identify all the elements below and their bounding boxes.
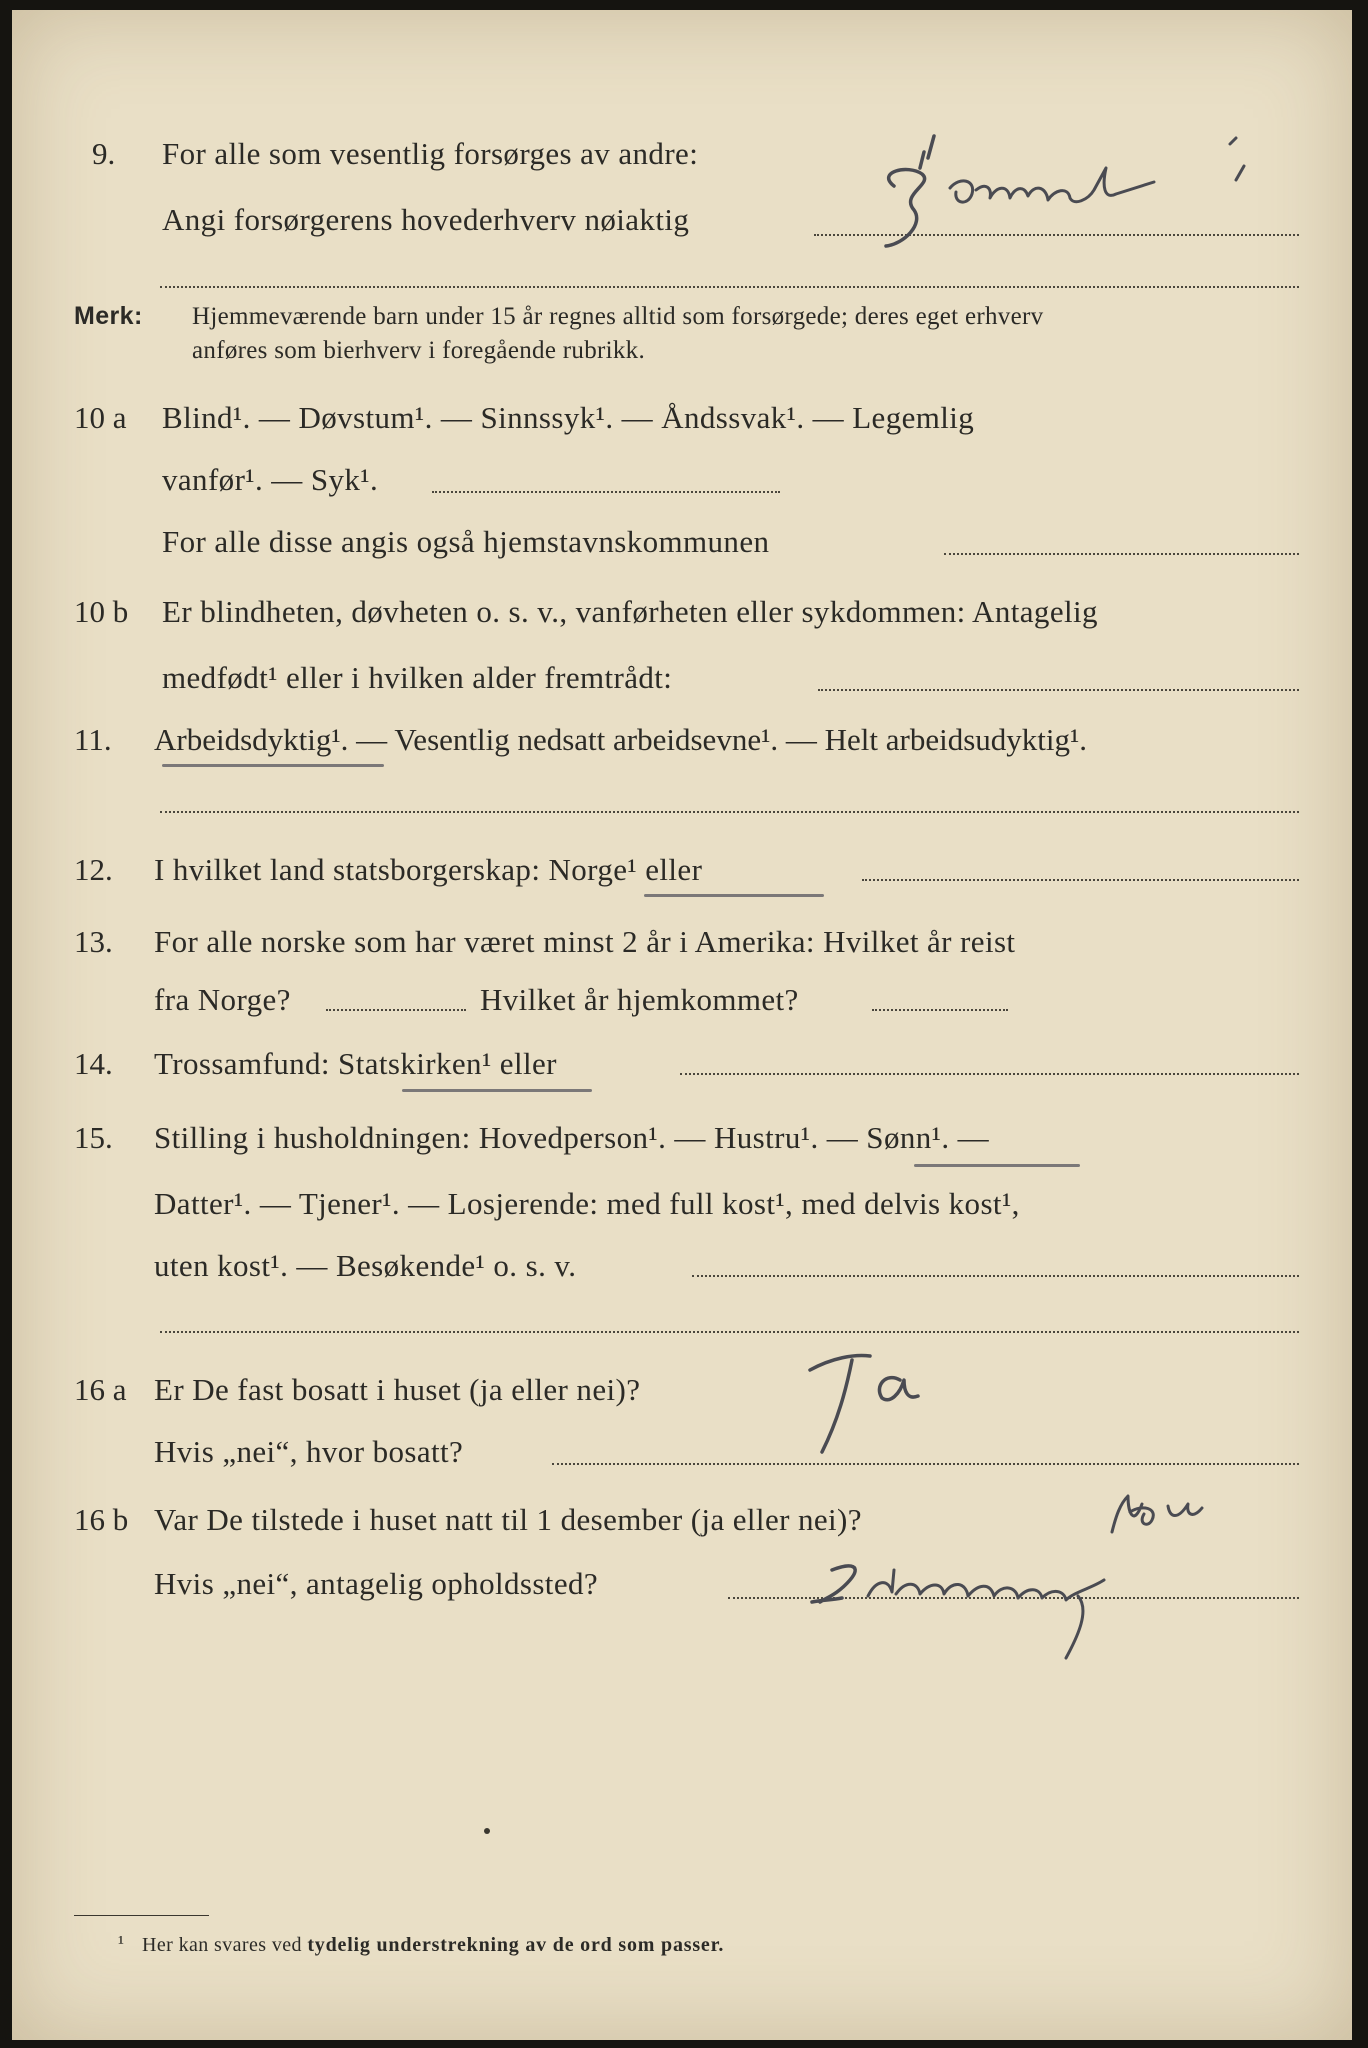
q11-line1: Arbeidsdyktig¹. — Vesentlig nedsatt arbeidsevne¹. — Helt arbeidsudyktig¹. [154,722,1088,757]
footnote-marker: ¹ [118,1932,125,1954]
q16a-handwritten-answer [792,1340,962,1460]
q11-extra-line[interactable] [160,811,1299,813]
q16b-line2: Hvis „nei“, antagelig opholdssted? [154,1566,599,1601]
q16a-line2: Hvis „nei“, hvor bosatt? [154,1434,464,1469]
q14-line1: Trossamfund: Statskirken¹ eller [154,1046,557,1081]
q15-extra-line[interactable] [160,1331,1299,1333]
q13-line2b: Hvilket år hjemkommet? [480,982,799,1017]
footnote-text [142,1934,724,1957]
q14-number: 14. [74,1046,113,1081]
q15-answer-line[interactable] [692,1275,1299,1277]
q12-line1: I hvilket land statsborgerskap: Norge¹ eller [154,852,703,887]
q14-answer-line[interactable] [680,1073,1299,1075]
q10a-kommune-line[interactable] [944,553,1299,555]
q16b-line1: Var De tilstede i huset natt til 1 desember (ja eller nei)? [154,1502,862,1537]
q13-line1: For alle norske som har været minst 2 år i Amerika: Hvilket år reist [154,924,1016,959]
q13-number: 13. [74,924,113,959]
q9-number: 9. [92,136,116,171]
q16b-handwritten-answer-2 [792,1540,1192,1670]
q15-handwritten-underline [914,1164,1080,1167]
q16a-line1: Er De fast bosatt i huset (ja eller nei)? [154,1372,641,1407]
merk-label: Merk: [74,302,143,330]
q12-handwritten-underline [644,894,824,897]
q9-handwritten-answer [864,128,1304,263]
q9-extra-line[interactable] [160,286,1299,288]
q10a-syk-line[interactable] [432,491,780,493]
q13-hjemkommet-line[interactable] [872,1009,1008,1011]
footnote-text-bold: tydelig understrekning av de ord som passer. [307,1934,725,1956]
ink-speck [484,1828,490,1834]
footnote-text-plain: Her kan svares ved [142,1934,302,1956]
merk-line1: Hjemmeværende barn under 15 år regnes alltid som forsørgede; deres eget erhverv [192,303,1044,330]
q16a-bosatt-line[interactable] [552,1463,1299,1465]
q12-number: 12. [74,852,113,887]
q10a-line3: For alle disse angis også hjemstavnskommunen [162,524,770,559]
q15-line2: Datter¹. — Tjener¹. — Losjerende: med full kost¹, med delvis kost¹, [154,1186,1020,1221]
q10b-number: 10 b [74,594,129,629]
q11-number: 11. [74,722,112,757]
q11-handwritten-underline [162,764,384,767]
q13-reist-line[interactable] [326,1009,466,1011]
q15-line3: uten kost¹. — Besøkende¹ o. s. v. [154,1248,577,1283]
q10a-line1: Blind¹. — Døvstum¹. — Sinnssyk¹. — Åndssvak¹. — Legemlig [162,400,975,435]
q10a-line2: vanfør¹. — Syk¹. [162,462,379,497]
q16b-number: 16 b [74,1502,129,1537]
q10b-line1: Er blindheten, døvheten o. s. v., vanførheten eller sykdommen: Antagelig [162,594,1098,629]
q15-line1: Stilling i husholdningen: Hovedperson¹. — Hustru¹. — Sønn¹. — [154,1120,990,1155]
census-form-page [12,10,1352,2040]
q16a-number: 16 a [74,1372,127,1407]
q12-answer-line[interactable] [862,879,1299,881]
q9-line1: For alle som vesentlig forsørges av andre: [162,136,699,171]
q10b-line2: medfødt¹ eller i hvilken alder fremtrådt: [162,660,673,695]
q14-handwritten-underline [402,1089,592,1092]
q10a-number: 10 a [74,400,127,435]
footnote-divider [74,1915,209,1916]
merk-line2: anføres som bierhverv i foregående rubrikk. [192,337,646,364]
q9-line2: Angi forsørgerens hovederhverv nøiaktig [162,202,690,237]
q15-number: 15. [74,1120,113,1155]
q13-line2a: fra Norge? [154,982,291,1017]
q10b-answer-line[interactable] [818,689,1299,691]
